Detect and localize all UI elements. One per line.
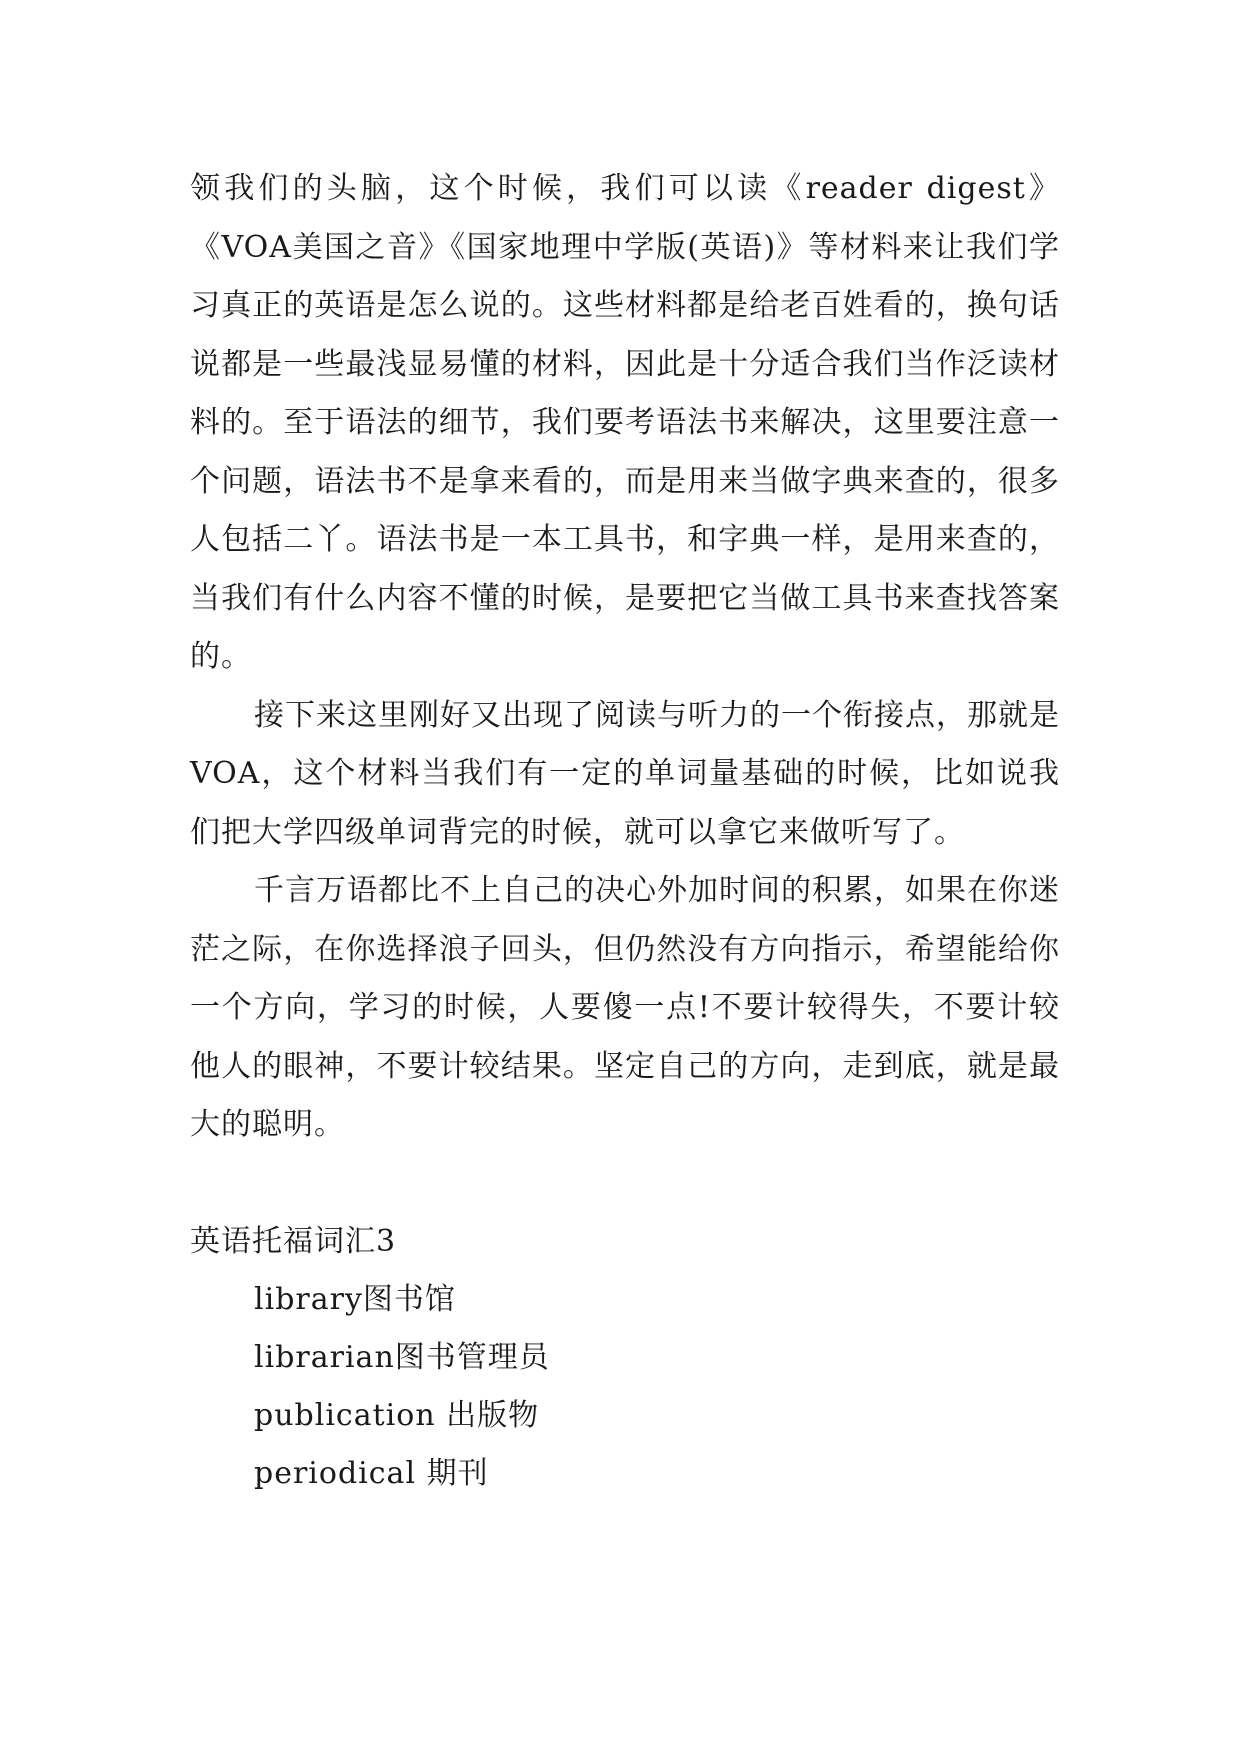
vocabulary-item: librarian图书管理员 bbox=[254, 1339, 550, 1375]
document-page bbox=[190, 160, 1060, 1503]
vocabulary-list bbox=[190, 1271, 1060, 1503]
vocabulary-item: publication 出版物 bbox=[254, 1397, 540, 1433]
body-paragraph-3: 千言万语都比不上自己的决心外加时间的积累，如果在你迷茫之际，在你选择浪子回头，但仍然没有方向指示，希望能给你一个方向，学习的时候，人要傻一点!不要计较得失，不要计较他人的眼神，不要计较结果。坚定自己的方向，走到底，就是最大的聪明。 bbox=[190, 873, 1060, 1142]
vocabulary-item: library图书馆 bbox=[254, 1281, 456, 1317]
section-title: 英语托福词汇3 bbox=[190, 1223, 397, 1259]
body-paragraph-2: 接下来这里刚好又出现了阅读与听力的一个衔接点，那就是VOA，这个材料当我们有一定的单词量基础的时候，比如说我们把大学四级单词背完的时候，就可以拿它来做听写了。 bbox=[190, 697, 1060, 850]
body-paragraph-1: 领我们的头脑，这个时候，我们可以读《reader digest》《VOA美国之音》《国家地理中学版(英语)》等材料来让我们学习真正的英语是怎么说的。这些材料都是给老百姓看的，换句话说都是一些最浅显易懂的材料，因此是十分适合我们当作泛读材料的。至于语法的细节，我们要考语法书来解决，这里要注意一个问题，语法书不是拿来看的，而是用来当做字典来查的，很多人包括二丫。语法书是一本工具书，和字典一样，是用来查的，当我们有什么内容不懂的时候，是要把它当做工具书来查找答案的。 bbox=[190, 171, 1060, 674]
vocabulary-item: periodical 期刊 bbox=[254, 1455, 489, 1491]
